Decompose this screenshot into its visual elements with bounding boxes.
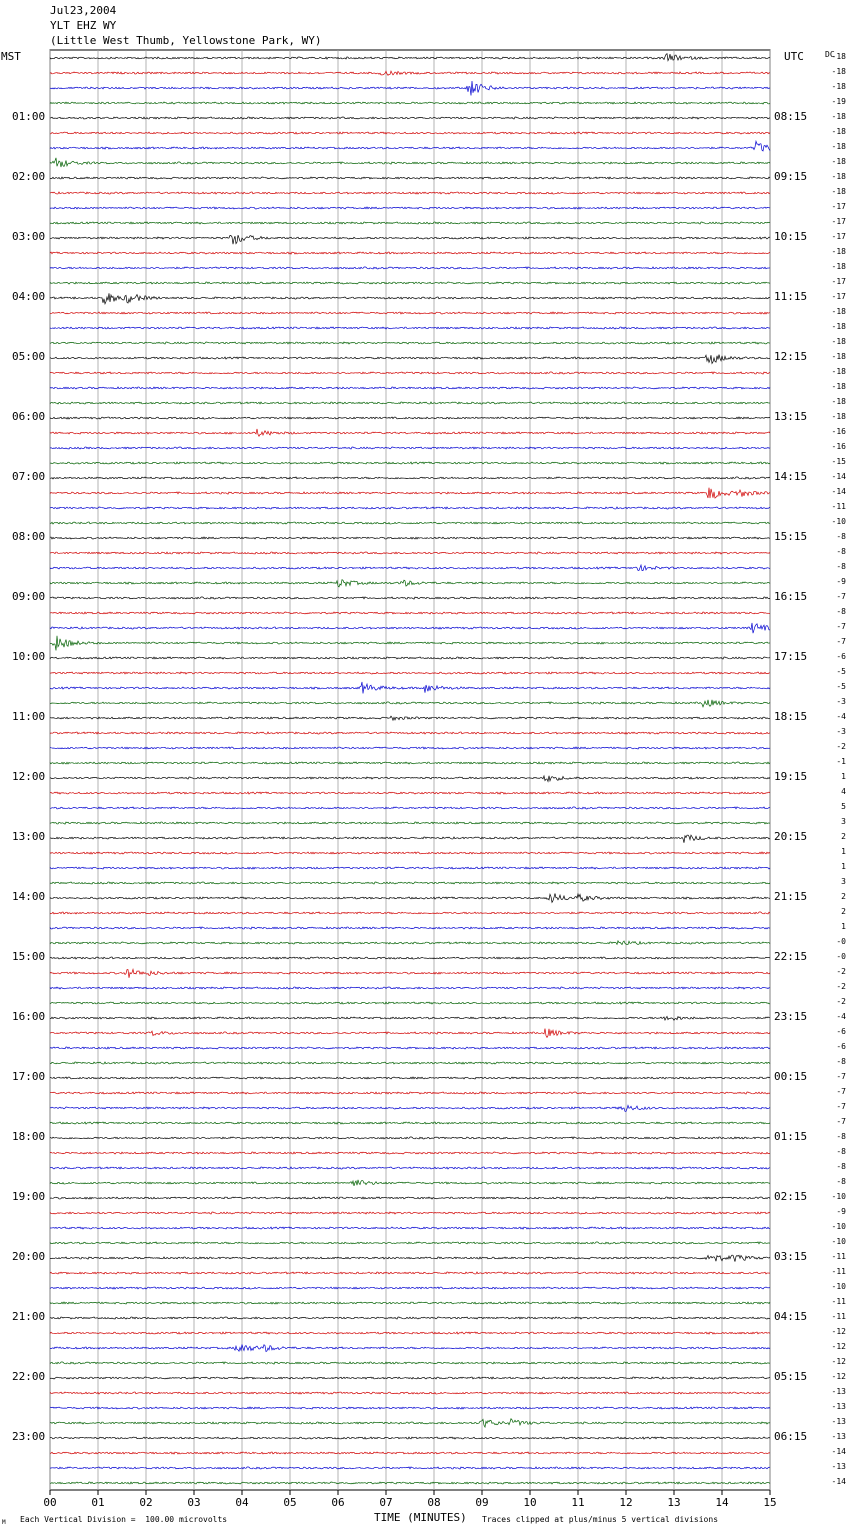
x-tick-label-07: 07 <box>379 1496 393 1509</box>
dc-offset-label: -6 <box>836 652 846 661</box>
trace-row <box>50 1332 770 1334</box>
dc-offset-label: -12 <box>831 1357 846 1366</box>
trace-row <box>50 1317 770 1319</box>
dc-offset-label: -17 <box>831 232 846 241</box>
x-tick-label-10: 10 <box>523 1496 537 1509</box>
trace-row <box>50 700 770 707</box>
chart-date: Jul23,2004 <box>50 4 117 17</box>
dc-offset-label: -18 <box>831 397 846 406</box>
trace-row <box>50 893 770 902</box>
dc-offset-label: -2 <box>836 742 846 751</box>
dc-offset-label: -1 <box>836 757 846 766</box>
utc-hour-label: 18:15 <box>774 710 808 723</box>
mst-hour-label: 07:00 <box>12 470 46 483</box>
trace-row <box>50 1302 770 1304</box>
trace-row <box>50 1016 770 1020</box>
dc-offset-label: -8 <box>836 607 846 616</box>
trace-row <box>50 1047 770 1049</box>
mst-hour-label: 20:00 <box>12 1250 46 1263</box>
mst-hour-label: 06:00 <box>12 410 46 423</box>
dc-offset-label: -8 <box>836 1162 846 1171</box>
dc-offset-label: -9 <box>836 1207 846 1216</box>
utc-hour-label: 19:15 <box>774 770 808 783</box>
mst-hour-label: 18:00 <box>12 1130 46 1143</box>
station-code: YLT EHZ WY <box>50 19 117 32</box>
trace-row <box>50 1197 770 1199</box>
x-tick-label-04: 04 <box>235 1496 249 1509</box>
trace-row <box>50 672 770 674</box>
time-axis <box>43 1490 776 1509</box>
x-tick-label-08: 08 <box>427 1496 441 1509</box>
dc-offset-label: -10 <box>831 1237 846 1246</box>
trace-row <box>50 417 770 419</box>
dc-offset-label: -18 <box>831 172 846 181</box>
dc-offset-label: -10 <box>831 517 846 526</box>
trace-row <box>50 282 770 284</box>
mst-hour-label: 09:00 <box>12 590 46 603</box>
dc-offset-label: -8 <box>836 1147 846 1156</box>
trace-row <box>50 293 770 304</box>
trace-row <box>50 927 770 929</box>
mst-hour-label: 11:00 <box>12 710 46 723</box>
dc-offset-label: -5 <box>836 682 846 691</box>
dc-offset-label: -7 <box>836 592 846 601</box>
trace-row <box>50 267 770 269</box>
dc-offset-label: -18 <box>831 412 846 421</box>
trace-row <box>50 387 770 389</box>
trace-row <box>50 762 770 764</box>
mst-hour-label: 23:00 <box>12 1430 46 1443</box>
dc-offset-label: -17 <box>831 292 846 301</box>
dc-offset-label: -9 <box>836 577 846 586</box>
dc-offset-label: -8 <box>836 562 846 571</box>
x-tick-label-12: 12 <box>619 1496 633 1509</box>
dc-offset-label: -13 <box>831 1432 846 1441</box>
dc-offset-label: -12 <box>831 1372 846 1381</box>
trace-row <box>50 776 770 782</box>
x-tick-label-13: 13 <box>667 1496 681 1509</box>
x-tick-label-02: 02 <box>139 1496 153 1509</box>
plot-frame <box>50 50 770 1490</box>
dc-offset-label: -2 <box>836 967 846 976</box>
trace-row <box>50 71 770 75</box>
mst-hour-label: 22:00 <box>12 1370 46 1383</box>
trace-row <box>50 682 770 694</box>
trace-row <box>50 141 770 151</box>
trace-row <box>50 747 770 749</box>
trace-row <box>50 1105 770 1111</box>
dc-offset-label: -8 <box>836 1132 846 1141</box>
trace-row <box>50 969 770 977</box>
mst-hour-label: 05:00 <box>12 350 46 363</box>
trace-row <box>50 1242 770 1244</box>
x-tick-label-14: 14 <box>715 1496 729 1509</box>
mst-hour-label: 16:00 <box>12 1010 46 1023</box>
dc-offset-label: -2 <box>836 997 846 1006</box>
trace-row <box>50 117 770 119</box>
trace-row <box>50 716 770 720</box>
x-tick-label-00: 00 <box>43 1496 57 1509</box>
trace-row <box>50 402 770 404</box>
trace-row <box>50 1077 770 1079</box>
dc-offset-label: -14 <box>831 487 846 496</box>
utc-hour-label: 13:15 <box>774 410 808 423</box>
x-axis-title: TIME (MINUTES) <box>374 1511 467 1524</box>
trace-row <box>50 522 770 524</box>
dc-offset-label: -18 <box>831 52 846 61</box>
utc-hour-label: 03:15 <box>774 1250 808 1263</box>
trace-row <box>50 81 770 95</box>
dc-offset-label: 1 <box>841 862 846 871</box>
dc-offset-label: 3 <box>841 817 846 826</box>
dc-offset-label: -15 <box>831 457 846 466</box>
trace-row <box>50 1227 770 1229</box>
trace-row <box>50 312 770 314</box>
trace-row <box>50 1152 770 1154</box>
trace-row <box>50 355 770 364</box>
trace-row <box>50 252 770 254</box>
dc-offset-label: -6 <box>836 1042 846 1051</box>
dc-offset-label: -10 <box>831 1222 846 1231</box>
dc-offset-label: -12 <box>831 1327 846 1336</box>
utc-hour-label: 10:15 <box>774 230 808 243</box>
dc-offset-label: -10 <box>831 1192 846 1201</box>
x-tick-label-03: 03 <box>187 1496 201 1509</box>
trace-row <box>50 987 770 989</box>
trace-row <box>50 342 770 344</box>
trace-row <box>50 1377 770 1379</box>
x-tick-label-09: 09 <box>475 1496 489 1509</box>
trace-row <box>50 222 770 224</box>
trace-row <box>50 1137 770 1139</box>
trace-row <box>50 835 770 843</box>
utc-hour-label: 11:15 <box>774 290 808 303</box>
dc-offset-label: 1 <box>841 922 846 931</box>
dc-offset-label: -16 <box>831 427 846 436</box>
trace-row <box>50 429 770 436</box>
dc-offset-label: -7 <box>836 1117 846 1126</box>
dc-offset-label: -18 <box>831 367 846 376</box>
utc-hour-label: 12:15 <box>774 350 808 363</box>
trace-row <box>50 1092 770 1094</box>
trace-row <box>50 1180 770 1186</box>
dc-offset-label: -18 <box>831 187 846 196</box>
trace-row <box>50 612 770 614</box>
trace-row <box>50 852 770 854</box>
dc-offset-label: 3 <box>841 877 846 886</box>
trace-row <box>50 1452 770 1454</box>
mst-hour-label: 02:00 <box>12 170 46 183</box>
dc-offset-label: -12 <box>831 1342 846 1351</box>
utc-hour-label: 16:15 <box>774 590 808 603</box>
trace-row <box>50 822 770 824</box>
dc-offset-label: -17 <box>831 217 846 226</box>
dc-offset-label: 1 <box>841 772 846 781</box>
dc-offset-label: -8 <box>836 1177 846 1186</box>
trace-row <box>50 1062 770 1064</box>
dc-offset-label: -18 <box>831 157 846 166</box>
trace-row <box>50 177 770 179</box>
dc-offset-label: -11 <box>831 1267 846 1276</box>
mst-hour-label: 08:00 <box>12 530 46 543</box>
dc-offset-label: -14 <box>831 472 846 481</box>
dc-offset-label: 2 <box>841 907 846 916</box>
trace-row <box>50 1467 770 1469</box>
scale-note: Each Vertical Division = 100.00 microvolts <box>20 1515 228 1524</box>
trace-row <box>50 537 770 539</box>
trace-row <box>50 552 770 554</box>
dc-offset-label: -7 <box>836 1087 846 1096</box>
dc-offset-label: -17 <box>831 202 846 211</box>
trace-row <box>50 1419 770 1427</box>
trace-row <box>50 207 770 209</box>
utc-hour-label: 20:15 <box>774 830 808 843</box>
trace-row <box>50 623 770 633</box>
x-tick-label-06: 06 <box>331 1496 345 1509</box>
dc-offset-label: -10 <box>831 1282 846 1291</box>
dc-offset-label: 1 <box>841 847 846 856</box>
utc-hour-label: 01:15 <box>774 1130 808 1143</box>
trace-row <box>50 1122 770 1124</box>
dc-offset-label: 2 <box>841 892 846 901</box>
trace-row <box>50 597 770 599</box>
station-location: (Little West Thumb, Yellowstone Park, WY) <box>50 34 322 47</box>
dc-offset-label: -18 <box>831 337 846 346</box>
dc-offset-label: -18 <box>831 67 846 76</box>
dc-offset-label: -0 <box>836 937 846 946</box>
trace-row <box>50 447 770 449</box>
dc-offset-label: -13 <box>831 1462 846 1471</box>
dc-offset-label: -18 <box>831 322 846 331</box>
dc-offset-label: -3 <box>836 697 846 706</box>
trace-row <box>50 102 770 104</box>
utc-hour-label: 09:15 <box>774 170 808 183</box>
mst-hour-label: 10:00 <box>12 650 46 663</box>
trace-row <box>50 158 770 167</box>
mst-hour-label: 13:00 <box>12 830 46 843</box>
dc-offset-label: -18 <box>831 307 846 316</box>
dc-offset-label: -18 <box>831 127 846 136</box>
dc-offset-label: -7 <box>836 1102 846 1111</box>
trace-row <box>50 1407 770 1409</box>
trace-row <box>50 327 770 329</box>
dc-offset-label: -18 <box>831 112 846 121</box>
trace-row <box>50 1029 770 1038</box>
dc-offset-label: 4 <box>841 787 846 796</box>
dc-offset-label: -0 <box>836 952 846 961</box>
trace-row <box>50 657 770 659</box>
dc-offset-label: -3 <box>836 727 846 736</box>
mst-hour-label: 14:00 <box>12 890 46 903</box>
dc-offset-label: 2 <box>841 832 846 841</box>
utc-hour-label: 08:15 <box>774 110 808 123</box>
trace-row <box>50 1167 770 1169</box>
utc-hour-label: 23:15 <box>774 1010 808 1023</box>
utc-hour-label: 15:15 <box>774 530 808 543</box>
trace-row <box>50 1392 770 1394</box>
mst-hour-label: 15:00 <box>12 950 46 963</box>
dc-offset-label: 5 <box>841 802 846 811</box>
dc-offset-label: -18 <box>831 262 846 271</box>
trace-row <box>50 1482 770 1484</box>
trace-row <box>50 1002 770 1004</box>
dc-offset-label: -4 <box>836 1012 846 1021</box>
utc-hour-label: 21:15 <box>774 890 808 903</box>
mst-hour-label: 04:00 <box>12 290 46 303</box>
trace-row <box>50 507 770 509</box>
dc-offset-label: -8 <box>836 547 846 556</box>
dc-offset-label: -14 <box>831 1477 846 1486</box>
trace-row <box>50 1212 770 1214</box>
mst-hour-label: 12:00 <box>12 770 46 783</box>
trace-row <box>50 1272 770 1274</box>
mst-hour-label: 21:00 <box>12 1310 46 1323</box>
trace-row <box>50 488 770 499</box>
trace-row <box>50 636 770 651</box>
trace-rows <box>50 54 770 1484</box>
trace-row <box>50 132 770 134</box>
utc-hour-label: 04:15 <box>774 1310 808 1323</box>
dc-offset-label: -14 <box>831 1447 846 1456</box>
dc-offset-label: -18 <box>831 142 846 151</box>
trace-row <box>50 732 770 734</box>
trace-row <box>50 1362 770 1364</box>
dc-offset-label: -11 <box>831 1252 846 1261</box>
utc-axis-label: UTC <box>784 50 804 63</box>
trace-row <box>50 235 770 244</box>
dc-offset-label: -13 <box>831 1417 846 1426</box>
mst-hour-label: 17:00 <box>12 1070 46 1083</box>
utc-hour-label: 00:15 <box>774 1070 808 1083</box>
x-tick-label-01: 01 <box>91 1496 105 1509</box>
dc-offset-label: -13 <box>831 1387 846 1396</box>
mst-hour-label: 19:00 <box>12 1190 46 1203</box>
trace-row <box>50 1255 770 1262</box>
dc-offset-label: -7 <box>836 637 846 646</box>
trace-row <box>50 882 770 884</box>
dc-offset-label: -13 <box>831 1402 846 1411</box>
utc-hour-label: 17:15 <box>774 650 808 663</box>
utc-hour-label: 14:15 <box>774 470 808 483</box>
mst-axis-label: MST <box>1 50 21 63</box>
trace-row <box>50 941 770 945</box>
dc-offset-label: -4 <box>836 712 846 721</box>
trace-row <box>50 477 770 479</box>
dc-offset-label: -6 <box>836 1027 846 1036</box>
x-tick-label-11: 11 <box>571 1496 585 1509</box>
dc-offset-label: -8 <box>836 1057 846 1066</box>
dc-offset-label: -17 <box>831 277 846 286</box>
trace-row <box>50 807 770 809</box>
trace-row <box>50 792 770 794</box>
trace-row <box>50 867 770 869</box>
dc-label: DC <box>825 50 835 59</box>
dc-offset-label: -2 <box>836 982 846 991</box>
x-tick-label-15: 15 <box>763 1496 777 1509</box>
x-tick-label-05: 05 <box>283 1496 297 1509</box>
trace-row <box>50 565 770 571</box>
trace-row <box>50 580 770 587</box>
trace-row <box>50 1287 770 1289</box>
mst-hour-label: 01:00 <box>12 110 46 123</box>
dc-offset-label: -11 <box>831 1312 846 1321</box>
dc-offset-label: -7 <box>836 622 846 631</box>
trace-row <box>50 912 770 914</box>
dc-offset-label: -5 <box>836 667 846 676</box>
dc-offset-label: -18 <box>831 82 846 91</box>
trace-row <box>50 192 770 194</box>
trace-row <box>50 462 770 464</box>
dc-offset-label: -8 <box>836 532 846 541</box>
dc-offset-label: -18 <box>831 382 846 391</box>
dc-offset-label: -11 <box>831 1297 846 1306</box>
utc-hour-label: 06:15 <box>774 1430 808 1443</box>
utc-hour-label: 22:15 <box>774 950 808 963</box>
dc-offset-label: -7 <box>836 1072 846 1081</box>
dc-offset-label: -16 <box>831 442 846 451</box>
clip-note: Traces clipped at plus/minus 5 vertical divisions <box>482 1515 719 1524</box>
dc-offset-label: -18 <box>831 247 846 256</box>
trace-row <box>50 54 770 61</box>
mst-hour-label: 03:00 <box>12 230 46 243</box>
dc-offset-label: -18 <box>831 352 846 361</box>
trace-row <box>50 1344 770 1351</box>
dc-offset-label: -11 <box>831 502 846 511</box>
dc-offset-label: -19 <box>831 97 846 106</box>
utc-hour-label: 05:15 <box>774 1370 808 1383</box>
trace-row <box>50 1437 770 1439</box>
minute-gridlines <box>50 50 770 1490</box>
utc-hour-label: 02:15 <box>774 1190 808 1203</box>
trace-row <box>50 372 770 374</box>
trace-row <box>50 957 770 959</box>
corner-mark: M <box>2 1519 6 1526</box>
